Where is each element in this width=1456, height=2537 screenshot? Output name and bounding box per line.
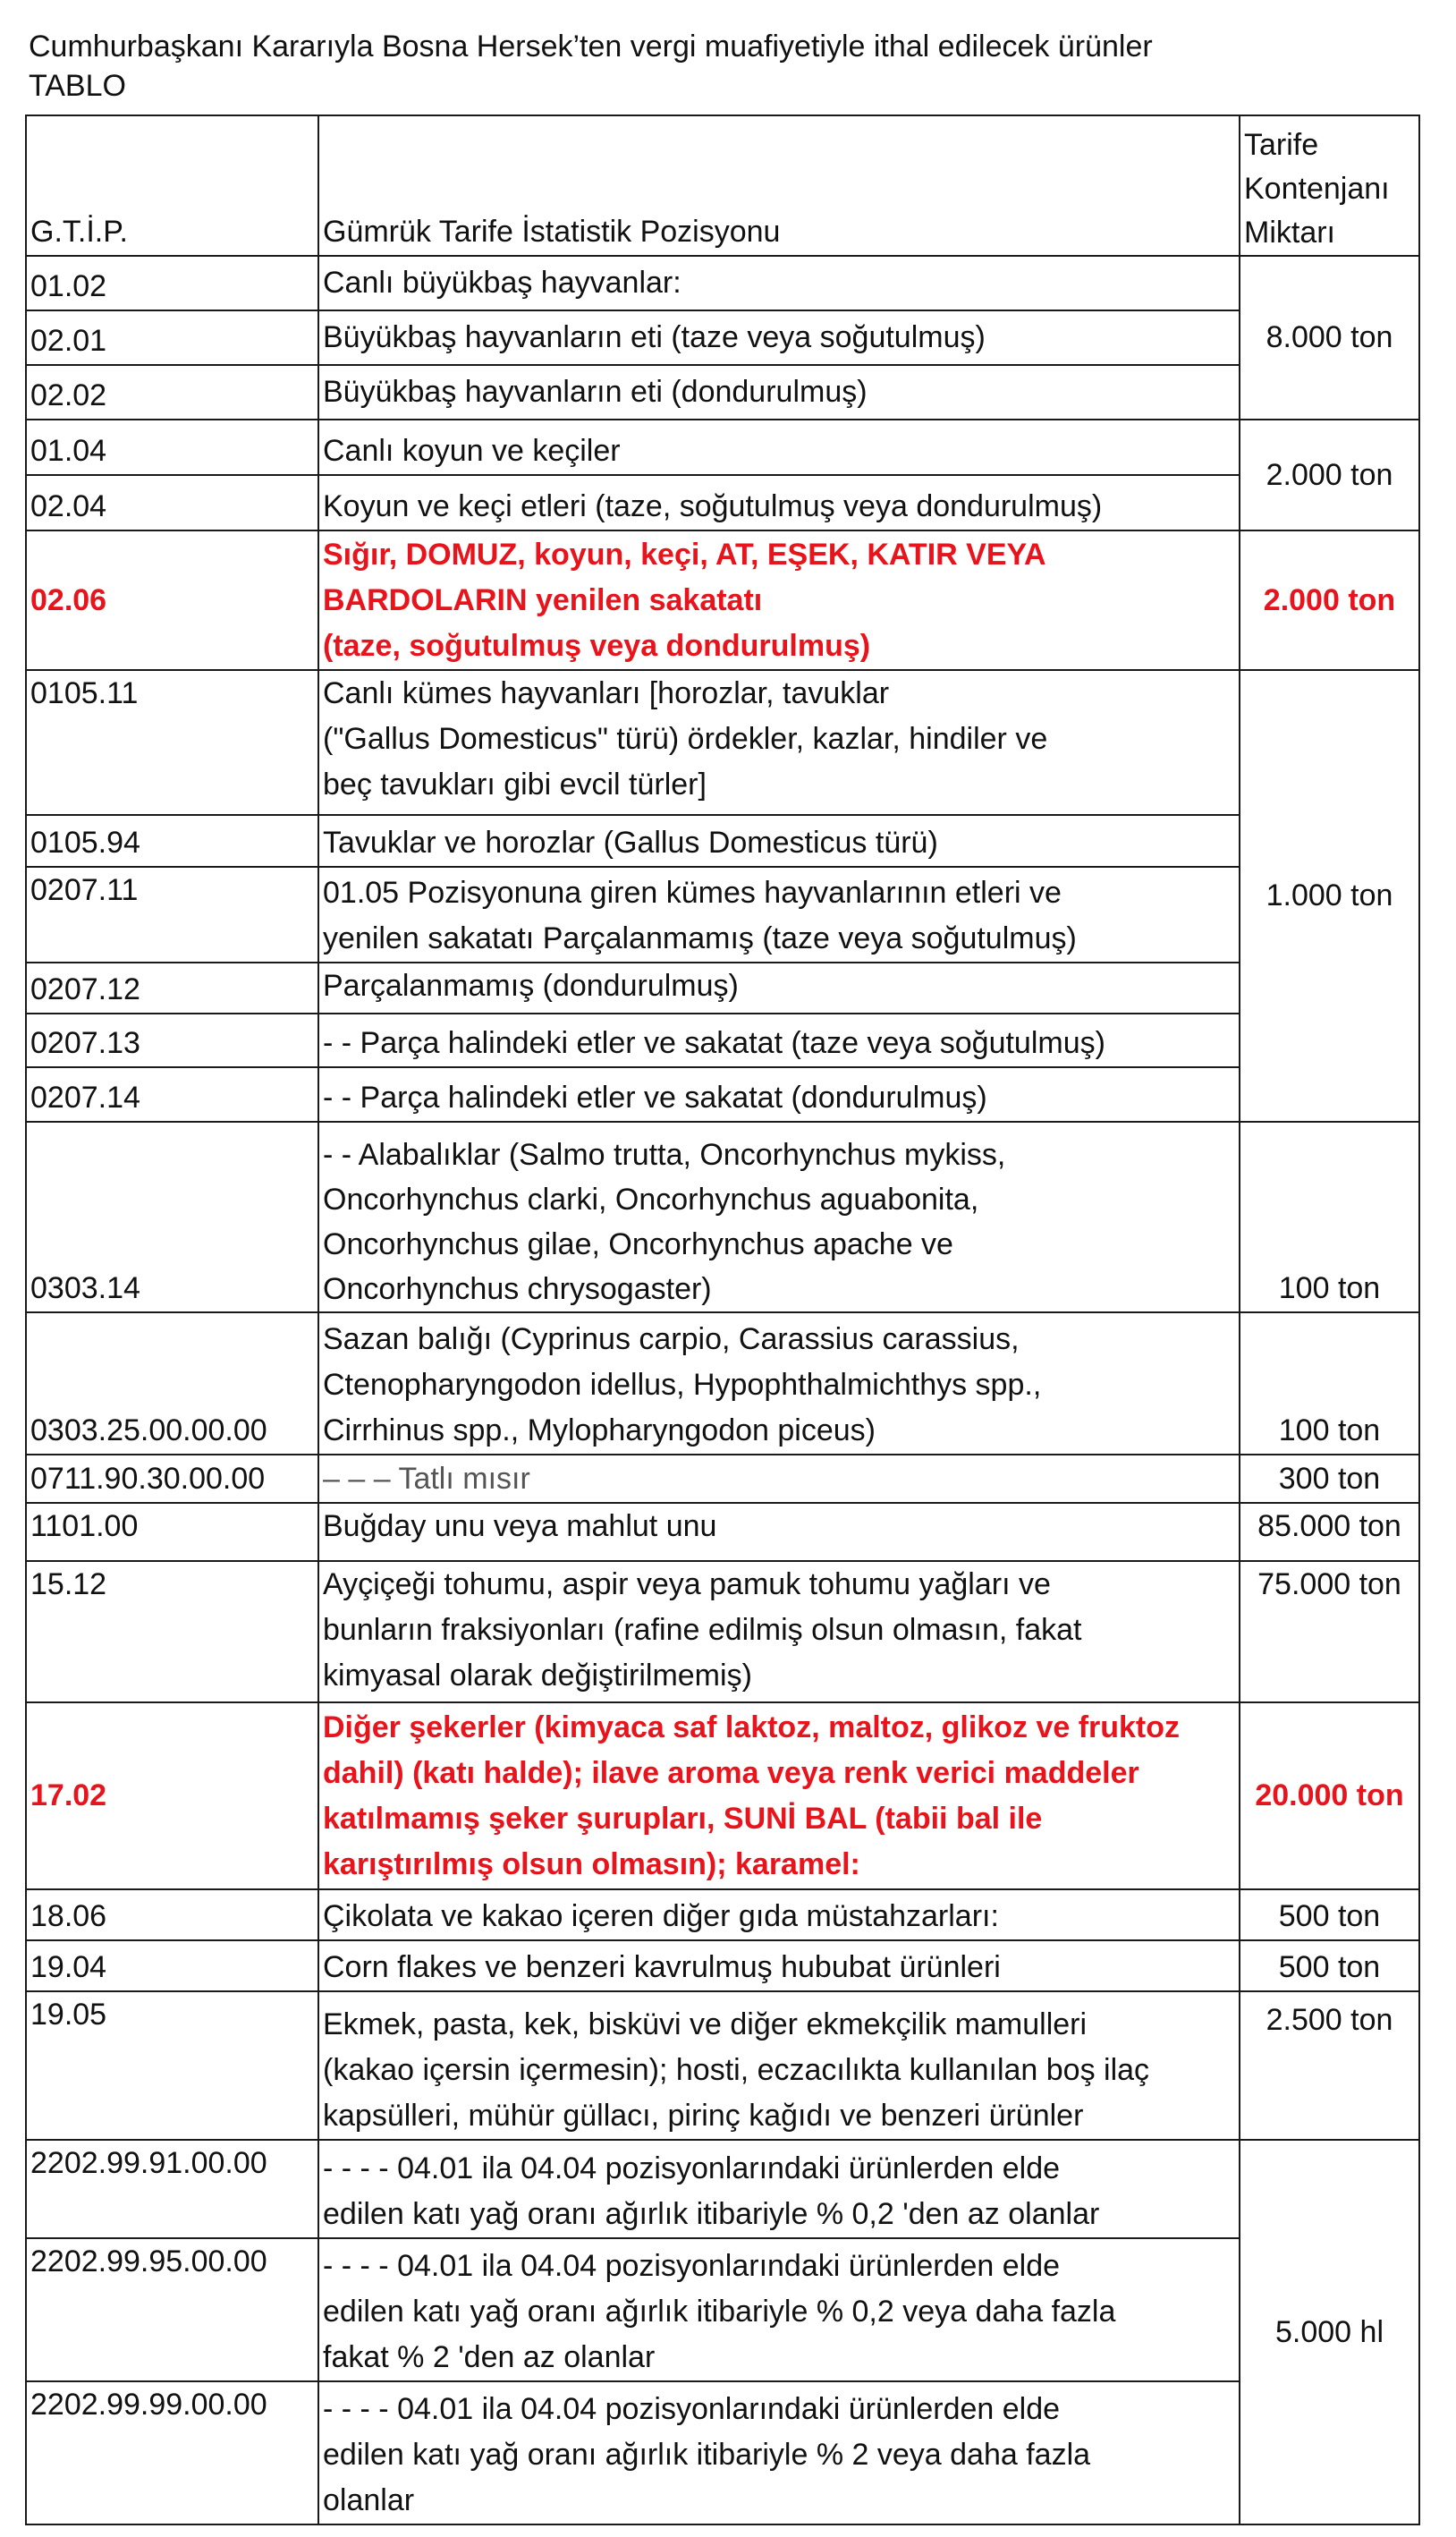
row-qty: 100 ton (1240, 1122, 1419, 1312)
row-desc: Corn flakes ve benzeri kavrulmuş hububat ürünleri (318, 1940, 1240, 1991)
desc-line: Ayçiçeği tohumu, aspir veya pamuk tohumu yağları ve (323, 1567, 1051, 1601)
desc-line: edilen katı yağ oranı ağırlık itibariyle % 0,2 veya daha fazla (323, 2295, 1116, 2329)
row-code: 17.02 (26, 1702, 318, 1889)
row-code: 0105.11 (26, 670, 318, 815)
quota-group-2: 2.000 ton (1240, 420, 1419, 530)
desc-line: Oncorhynchus chrysogaster) (323, 1272, 712, 1306)
row-code: 0105.94 (26, 815, 318, 867)
quota-group-1: 8.000 ton (1240, 256, 1419, 420)
row-code: 02.02 (26, 365, 318, 420)
table-row-highlighted (26, 530, 1419, 670)
desc-line: Cirrhinus spp., Mylopharyngodon piceus) (323, 1413, 876, 1447)
table-row (26, 256, 1419, 310)
row-desc (318, 2140, 1240, 2238)
row-code: 01.04 (26, 420, 318, 475)
table-row (26, 1561, 1419, 1702)
table-row (26, 815, 1419, 867)
table-row (26, 365, 1419, 420)
desc-line: kapsülleri, mühür güllacı, pirinç kağıdı ve benzeri ürünler (323, 2099, 1084, 2133)
row-desc: Büyükbaş hayvanların eti (taze veya soğutulmuş) (318, 310, 1240, 365)
desc-line: Diğer şekerler (kimyaca saf laktoz, maltoz, glikoz ve fruktoz (323, 1710, 1181, 1744)
desc-line: edilen katı yağ oranı ağırlık itibariyle % 2 veya daha fazla (323, 2438, 1091, 2472)
row-code: 0711.90.30.00.00 (26, 1455, 318, 1503)
row-desc (318, 1122, 1240, 1312)
table-row (26, 420, 1419, 475)
row-desc: - - Parça halindeki etler ve sakatat (dondurulmuş) (318, 1067, 1240, 1122)
row-desc: – – – Tatlı mısır (318, 1455, 1240, 1503)
row-code: 0303.25.00.00.00 (26, 1312, 318, 1455)
table-row (26, 1889, 1419, 1940)
row-code: 19.05 (26, 1991, 318, 2140)
row-desc (318, 530, 1240, 670)
desc-line: karıştırılmış olsun olmasın); karamel: (323, 1846, 860, 1881)
table-row (26, 963, 1419, 1014)
table-row (26, 1122, 1419, 1312)
desc-line: dahil) (katı halde); ilave aroma veya renk verici maddeler (323, 1755, 1139, 1790)
row-desc: Buğday unu veya mahlut unu (318, 1503, 1240, 1561)
desc-line: bunların fraksiyonları (rafine edilmiş olsun olmasın, fakat (323, 1613, 1082, 1647)
row-qty: 20.000 ton (1240, 1702, 1419, 1889)
row-desc: Büyükbaş hayvanların eti (dondurulmuş) (318, 365, 1240, 420)
row-code: 02.04 (26, 475, 318, 530)
header-quota-line3: Miktarı (1244, 216, 1335, 250)
header-quota (1240, 115, 1419, 256)
table-row (26, 1067, 1419, 1122)
row-code: 0207.12 (26, 963, 318, 1014)
row-code: 01.02 (26, 256, 318, 310)
row-code: 0207.11 (26, 867, 318, 963)
desc-line: kimyasal olarak değiştirilmemiş) (323, 1659, 752, 1693)
desc-line: BARDOLARIN yenilen sakatatı (323, 582, 763, 617)
desc-line: Sazan balığı (Cyprinus carpio, Carassius carassius, (323, 1322, 1020, 1356)
desc-line: - - - - 04.01 ila 04.04 pozisyonlarındaki ürünlerden elde (323, 2249, 1061, 2283)
table-row (26, 867, 1419, 963)
row-code: 19.04 (26, 1940, 318, 1991)
desc-line: Oncorhynchus clarki, Oncorhynchus aguabonita, (323, 1183, 979, 1217)
row-code: 0207.13 (26, 1014, 318, 1067)
row-code: 2202.99.99.00.00 (26, 2381, 318, 2524)
header-position: Gümrük Tarife İstatistik Pozisyonu (318, 115, 1240, 256)
desc-line: (kakao içersin içermesin); hosti, eczacılıkta kullanılan boş ilaç (323, 2053, 1150, 2087)
table-row (26, 1940, 1419, 1991)
row-qty: 500 ton (1240, 1889, 1419, 1940)
header-quota-line2: Kontenjanı (1244, 172, 1390, 206)
header-gtip: G.T.İ.P. (26, 115, 318, 256)
desc-line: ("Gallus Domesticus" türü) ördekler, kazlar, hindiler ve (323, 722, 1048, 756)
row-desc: - - Parça halindeki etler ve sakatat (taze veya soğutulmuş) (318, 1014, 1240, 1067)
row-code: 02.06 (26, 530, 318, 670)
table-row (26, 310, 1419, 365)
row-desc: Çikolata ve kakao içeren diğer gıda müstahzarları: (318, 1889, 1240, 1940)
table-row (26, 1991, 1419, 2140)
row-desc (318, 1312, 1240, 1455)
desc-line: fakat % 2 'den az olanlar (323, 2340, 656, 2374)
table-row (26, 2381, 1419, 2524)
header-quota-line1: Tarife (1244, 128, 1319, 162)
row-desc: Koyun ve keçi etleri (taze, soğutulmuş veya dondurulmuş) (318, 475, 1240, 530)
row-desc (318, 670, 1240, 815)
desc-line: Oncorhynchus gilae, Oncorhynchus apache ve (323, 1227, 953, 1261)
row-desc: Canlı büyükbaş hayvanlar: (318, 256, 1240, 310)
row-code: 0303.14 (26, 1122, 318, 1312)
row-desc: Parçalanmamış (dondurulmuş) (318, 963, 1240, 1014)
row-qty: 2.000 ton (1240, 530, 1419, 670)
desc-line: yenilen sakatatı Parçalanmamış (taze veya soğutulmuş) (323, 921, 1077, 955)
heading-subtitle: TABLO (29, 69, 126, 103)
tariff-table (25, 115, 1420, 2525)
table-row (26, 1455, 1419, 1503)
row-code: 2202.99.95.00.00 (26, 2238, 318, 2381)
desc-line: katılmamış şeker şurupları, SUNİ BAL (tabii bal ile (323, 1801, 1043, 1836)
desc-line: Ekmek, pasta, kek, bisküvi ve diğer ekmekçilik mamulleri (323, 2007, 1088, 2041)
row-desc: Canlı koyun ve keçiler (318, 420, 1240, 475)
desc-line: - - - - 04.01 ila 04.04 pozisyonlarındaki ürünlerden elde (323, 2392, 1061, 2426)
row-code: 02.01 (26, 310, 318, 365)
row-code: 0207.14 (26, 1067, 318, 1122)
row-desc (318, 1991, 1240, 2140)
table-row (26, 2238, 1419, 2381)
desc-line: Canlı kümes hayvanları [horozlar, tavuklar (323, 676, 890, 710)
table-row (26, 1014, 1419, 1067)
row-desc (318, 1561, 1240, 1702)
desc-line: - - - - 04.01 ila 04.04 pozisyonlarındaki ürünlerden elde (323, 2151, 1061, 2185)
row-desc: Tavuklar ve horozlar (Gallus Domesticus türü) (318, 815, 1240, 867)
desc-line: Ctenopharyngodon idellus, Hypophthalmichthys spp., (323, 1368, 1042, 1402)
desc-line: 01.05 Pozisyonuna giren kümes hayvanlarının etleri ve (323, 876, 1062, 910)
table-row (26, 1503, 1419, 1561)
desc-line: - - Alabalıklar (Salmo trutta, Oncorhynchus mykiss, (323, 1138, 1006, 1172)
row-code: 1101.00 (26, 1503, 318, 1561)
quota-group-4: 5.000 hl (1240, 2140, 1419, 2524)
table-row (26, 2140, 1419, 2238)
row-desc (318, 1702, 1240, 1889)
desc-line: (taze, soğutulmuş veya dondurulmuş) (323, 628, 871, 663)
table-row (26, 475, 1419, 530)
row-desc (318, 2238, 1240, 2381)
table-header-row (26, 115, 1419, 256)
table-row-highlighted (26, 1702, 1419, 1889)
desc-line: Sığır, DOMUZ, koyun, keçi, AT, EŞEK, KATIR VEYA (323, 537, 1046, 572)
row-code: 18.06 (26, 1889, 318, 1940)
row-desc (318, 2381, 1240, 2524)
desc-line: edilen katı yağ oranı ağırlık itibariyle % 0,2 'den az olanlar (323, 2197, 1100, 2231)
heading-title: Cumhurbaşkanı Kararıyla Bosna Hersek’ten vergi muafiyetiyle ithal edilecek ürünler (29, 30, 1153, 64)
desc-line: beç tavukları gibi evcil türler] (323, 768, 707, 802)
row-code: 15.12 (26, 1561, 318, 1702)
row-qty: 75.000 ton (1240, 1561, 1419, 1702)
table-row (26, 1312, 1419, 1455)
desc-line: olanlar (323, 2483, 415, 2517)
row-qty: 100 ton (1240, 1312, 1419, 1455)
document-heading (29, 27, 1424, 106)
table-row (26, 670, 1419, 815)
row-qty: 85.000 ton (1240, 1503, 1419, 1561)
row-qty: 500 ton (1240, 1940, 1419, 1991)
row-qty: 2.500 ton (1240, 1991, 1419, 2140)
row-code: 2202.99.91.00.00 (26, 2140, 318, 2238)
row-desc (318, 867, 1240, 963)
quota-group-3: 1.000 ton (1240, 670, 1419, 1122)
row-qty: 300 ton (1240, 1455, 1419, 1503)
